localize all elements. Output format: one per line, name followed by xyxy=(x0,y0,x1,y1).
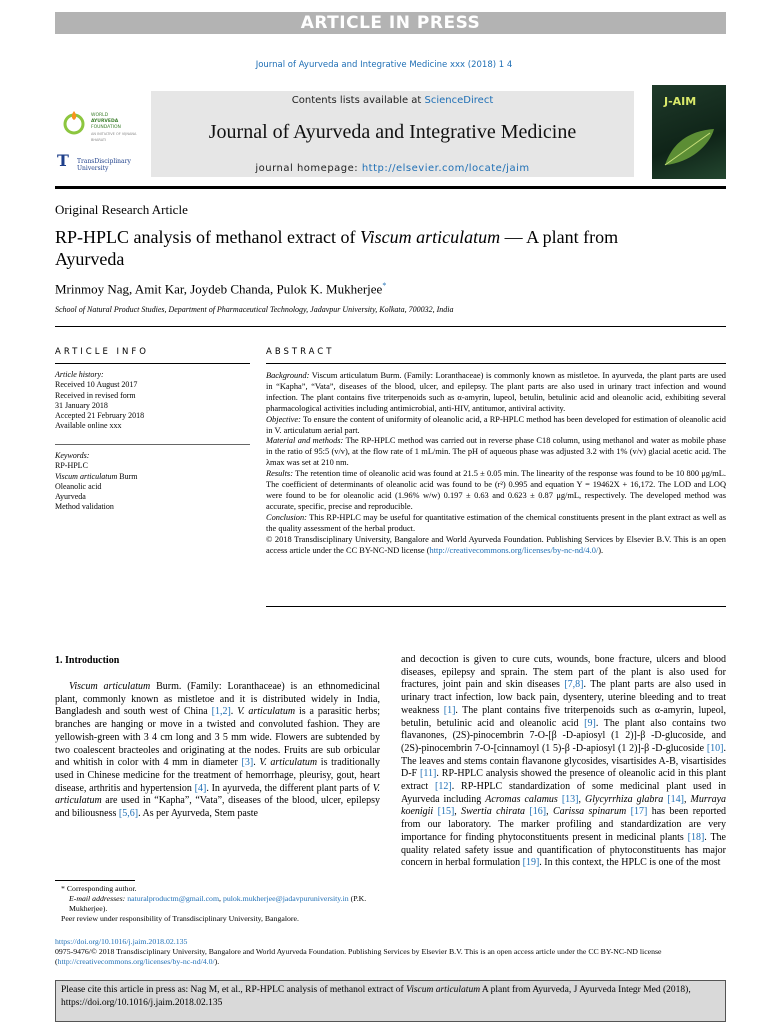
keyword-item: Viscum articulatum Burm xyxy=(55,471,138,481)
journal-header xyxy=(55,85,726,181)
citation-link[interactable]: [13] xyxy=(561,793,579,805)
peer-review-note: Peer review under responsibility of Transdisciplinary University, Bangalore. xyxy=(61,914,299,923)
transdisciplinary-university-logo-text: TransDisciplinary University xyxy=(77,158,131,172)
citation-link[interactable]: [19] xyxy=(522,857,540,869)
citation-link[interactable]: [11] xyxy=(420,768,437,780)
intro-left-column xyxy=(55,681,380,821)
citation-link[interactable]: [5,6] xyxy=(118,808,139,820)
journal-homepage-line: journal homepage: http://elsevier.com/locate/jaim xyxy=(255,163,530,174)
footnote-rule xyxy=(55,880,135,881)
article-in-press-banner: ARTICLE IN PRESS xyxy=(55,12,726,34)
license-link[interactable]: http://creativecommons.org/licenses/by-nc-nd/4.0/ xyxy=(429,545,599,555)
corresponding-author-mark[interactable]: * xyxy=(382,281,387,290)
email-link[interactable]: naturalproductm@gmail.com xyxy=(127,894,220,903)
article-type: Original Research Article xyxy=(55,202,188,217)
intro-right-column xyxy=(401,654,726,870)
abstract-methods: Material and methods: The RP-HPLC method was carried out in reverse phase C18 column, using methanol and water as mobile phase in the ratio of 95:5 (v/v), at the flow rate of 1 mL/min. The pH of aqueous phase was adjusted 3.2 with 1% (v/v) glacial acetic acid. The λmax was set at 210 nm. xyxy=(266,436,727,468)
article-meta-footer xyxy=(55,937,726,967)
citation-link[interactable]: [14] xyxy=(667,793,684,805)
world-ayurveda-foundation-logo-icon xyxy=(61,109,87,135)
abstract-license: © 2018 Transdisciplinary University, Bangalore and World Ayurveda Foundation. Publishing Services by Elsevier B.V. This is an open access article under the CC BY-NC-ND license (http://creativecommons.org/licenses/by-nc-nd/4.0/). xyxy=(266,534,726,555)
journal-citation-link[interactable]: Journal of Ayurveda and Integrative Medicine xxx (2018) 1 4 xyxy=(255,60,513,70)
contents-available-line: Contents lists available at ScienceDirect xyxy=(291,95,494,106)
article-info-heading: ARTICLE INFO xyxy=(55,347,149,357)
journal-title: Journal of Ayurveda and Integrative Medicine xyxy=(208,121,577,143)
citation-link[interactable]: [3] xyxy=(241,757,254,769)
leaf-icon xyxy=(660,125,718,169)
citation-link[interactable]: [16] xyxy=(529,806,547,818)
journal-cover-image[interactable] xyxy=(652,85,726,179)
abstract-background: Background: Viscum articulatum Burm. (Family: Loranthaceae) is commonly known as mistletoe. In ayurveda, the plant parts are used in “Kapha”, “Vata”, diseases of the blood, ulcer, and epilepsy. The plant parts are also used in urinary tract infection and wound infection. The plant contains five triterpenoids such as α-amyrin, lupeol, betulin, betulinic acid and oleanolic acid, exhibiting several pharmacological activities including antimicrobial, anti-HIV, antitumor, antiviral activity. xyxy=(266,371,726,413)
citation-link[interactable]: [1] xyxy=(443,704,456,716)
abstract-rule xyxy=(266,363,726,364)
license-link[interactable]: http://creativecommons.org/licenses/by-nc-nd/4.0/ xyxy=(57,957,215,966)
email-link[interactable]: pulok.mukherjee@jadavpuruniversity.in xyxy=(222,894,349,903)
history-rule xyxy=(55,444,250,445)
cite-this-article-box: Please cite this article in press as: Nag M, et al., RP-HPLC analysis of methanol extract of Viscum articulatum A plant from Ayurveda, J Ayurveda Integr Med (2018), https://doi.org/10.1016/j.jaim.2018.02.135 xyxy=(55,980,726,1022)
introduction-heading: 1. Introduction xyxy=(55,655,120,666)
keywords-list: Keywords: RP-HPLC Viscum articulatum Burm Oleanolic acid Ayurveda Method validation xyxy=(55,451,250,513)
abstract-conclusion: Conclusion: This RP-HPLC may be useful for quantitative estimation of the chemical constituents present in the plant extract as well as the quality assessment of the herbal product. xyxy=(266,512,726,533)
journal-header-center xyxy=(151,91,634,177)
citation-link[interactable]: [12] xyxy=(435,781,452,793)
citation-link[interactable]: [17] xyxy=(630,806,648,818)
author-list: Mrinmoy Nag, Amit Kar, Joydeb Chanda, Pulok K. Mukherjee* xyxy=(55,281,387,297)
abstract-heading: ABSTRACT xyxy=(266,347,335,357)
abstract-bottom-rule xyxy=(266,606,726,607)
abstract-results: Results: The retention time of oleanolic acid was found at 21.5 ± 0.05 min. The linearity of the response was found to be 10 800 μg/mL. The coefficient of determinants of oleanolic acid was found to be (r²) 0.995 and equation Y = 19462X + 16,172. The LOD and LOQ were found to be for oleanolic acid (1.96% w/w) 0.197 ± 0.63 and 0.623 ± 0.87 μg/mL, respectively. The developed method was accurate, specific, precise and reproducible. xyxy=(266,469,726,511)
keyword-item: Oleanolic acid xyxy=(55,481,102,491)
abstract-body xyxy=(266,371,726,556)
journal-homepage-link[interactable]: http://elsevier.com/locate/jaim xyxy=(361,163,530,174)
abstract-objective: Objective: To ensure the content of uniformity of oleanolic acid, a RP-HPLC method has been developed for estimation of oleanolic acid in V. articulatum aerial part. xyxy=(266,414,726,435)
citation-link[interactable]: [7,8] xyxy=(564,679,584,691)
footnotes xyxy=(55,880,380,924)
issn-license-line: 0975-9476/© 2018 Transdisciplinary University, Bangalore and World Ayurveda Foundation. Publishing Services by Elsevier B.V. This is an open access article under the CC BY-NC-ND license (http://creativecommons.org/licenses/by-nc-nd/4.0/). xyxy=(55,947,662,966)
author-emails: E-mail addresses: naturalproductm@gmail.com, pulok.mukherjee@jadavpuruniversity.in (P.K. Mukherjee). xyxy=(69,894,367,913)
corresponding-author-note: * Corresponding author. xyxy=(61,884,137,893)
intro-paragraph: Viscum articulatum Burm. (Family: Loranthaceae) is an ethnomedicinal plant, commonly known as mistletoe and it is distributed widely in India, Bangladesh and south west of China [1,2]. V. articulatum is a parasitic herbs; branches are hanging or move in a twisted and convoluted fashion. They are yellowish-green with 3 4 cm long and 3 5 mm wide. Flowers are subtended by two coalescent bracteoles and originating at the nodes. Fruits are sub orbicular and whitish in color with 4 mm in diameter [3]. V. articulatum is traditionally used in Chinese medicine for the treatment of hemorrhage, pleurisy, gout, heart disease, arthritis and hypertension [4]. In ayurveda, the different plant parts of V. articulatum are used in “Kapha”, “Vata”, diseases of the blood, ulcer, epilepsy and biliousness [5,6]. As per Ayurveda, Stem paste xyxy=(55,681,381,820)
citation-link[interactable]: [1,2] xyxy=(211,706,231,718)
article-history: Article history: Received 10 August 2017 Received in revised form 31 January 2018 Accepted 21 February 2018 Available online xxx xyxy=(55,370,145,431)
citation-link[interactable]: [9] xyxy=(584,717,596,729)
doi-link[interactable]: https://doi.org/10.1016/j.jaim.2018.02.135 xyxy=(55,937,188,946)
keyword-item: Method validation xyxy=(55,502,114,512)
keyword-item: Ayurveda xyxy=(55,492,86,502)
article-info-rule xyxy=(55,363,250,364)
citation-link[interactable]: [4] xyxy=(194,782,207,794)
cover-title: J-AIM xyxy=(664,95,697,108)
article-title: RP-HPLC analysis of methanol extract of Viscum articulatum — A plant from Ayurveda xyxy=(55,227,619,269)
header-rule xyxy=(55,186,726,189)
keyword-item: RP-HPLC xyxy=(55,461,88,471)
intro-paragraph-continued: and decoction is given to cure cuts, wounds, bone fracture, ulcers and blood diseases, epilepsy and sprain. The stem part of the plant is also used for fractures, joint pain and skin diseases [7,8]. The plant parts are also used in urinary tract infection, low back pain, dysentery, uterine bleeding and to treat weakness [1]. The plant contains five triterpenoids such as α-amyrin, lupeol, betulin, betulinic acid and oleanolic acid [9]. The plant also contains two flavanones, (2S)-pinocembrin 7-O-[β -D-apiosyl (1 2)]-β -D-glucoside, and (2S)-pinocembrin 7-O-[cinnamoyl (1 5)-β -D-apiosyl (1 2)]-β -D-glucoside [10]. The leaves and stems contain flavanone glycosides, visartisides A-B, visartisides D-F [11]. RP-HPLC analysis showed the presence of oleanolic acid in this plant extract [12]. RP-HPLC standardization of some medicinal plant used in Ayurveda including Acromas calamus [13], Glycyrrhiza glabra [14], Murraya koenigii [15], Swertia chirata [16], Carissa spinarum [17] has been reported from our laboratory. The marker profiling and standardization are very importance for finding phytoconstituents present in medicinal plants [18]. The quality related safety issue and quantification of phytoconstituents has major concern in herbal formulation [19]. In this context, the HPLC is one of the most xyxy=(401,654,727,869)
citation-link[interactable]: [10] xyxy=(706,742,724,754)
publisher-logos xyxy=(55,95,145,175)
affiliation: School of Natural Product Studies, Department of Pharmaceutical Technology, Jadavpur University, Kolkata, 700032, India xyxy=(55,305,454,314)
world-ayurveda-foundation-logo-text: WORLD AYURVEDA FOUNDATION AN INITIATIVE OF VIJNANA BHARATI xyxy=(91,113,137,142)
sciencedirect-link[interactable]: ScienceDirect xyxy=(424,95,494,106)
affiliation-rule xyxy=(55,326,726,327)
citation-link[interactable]: [18] xyxy=(687,831,705,843)
citation-link[interactable]: [15] xyxy=(437,806,455,818)
transdisciplinary-university-logo-icon: T xyxy=(57,151,69,170)
